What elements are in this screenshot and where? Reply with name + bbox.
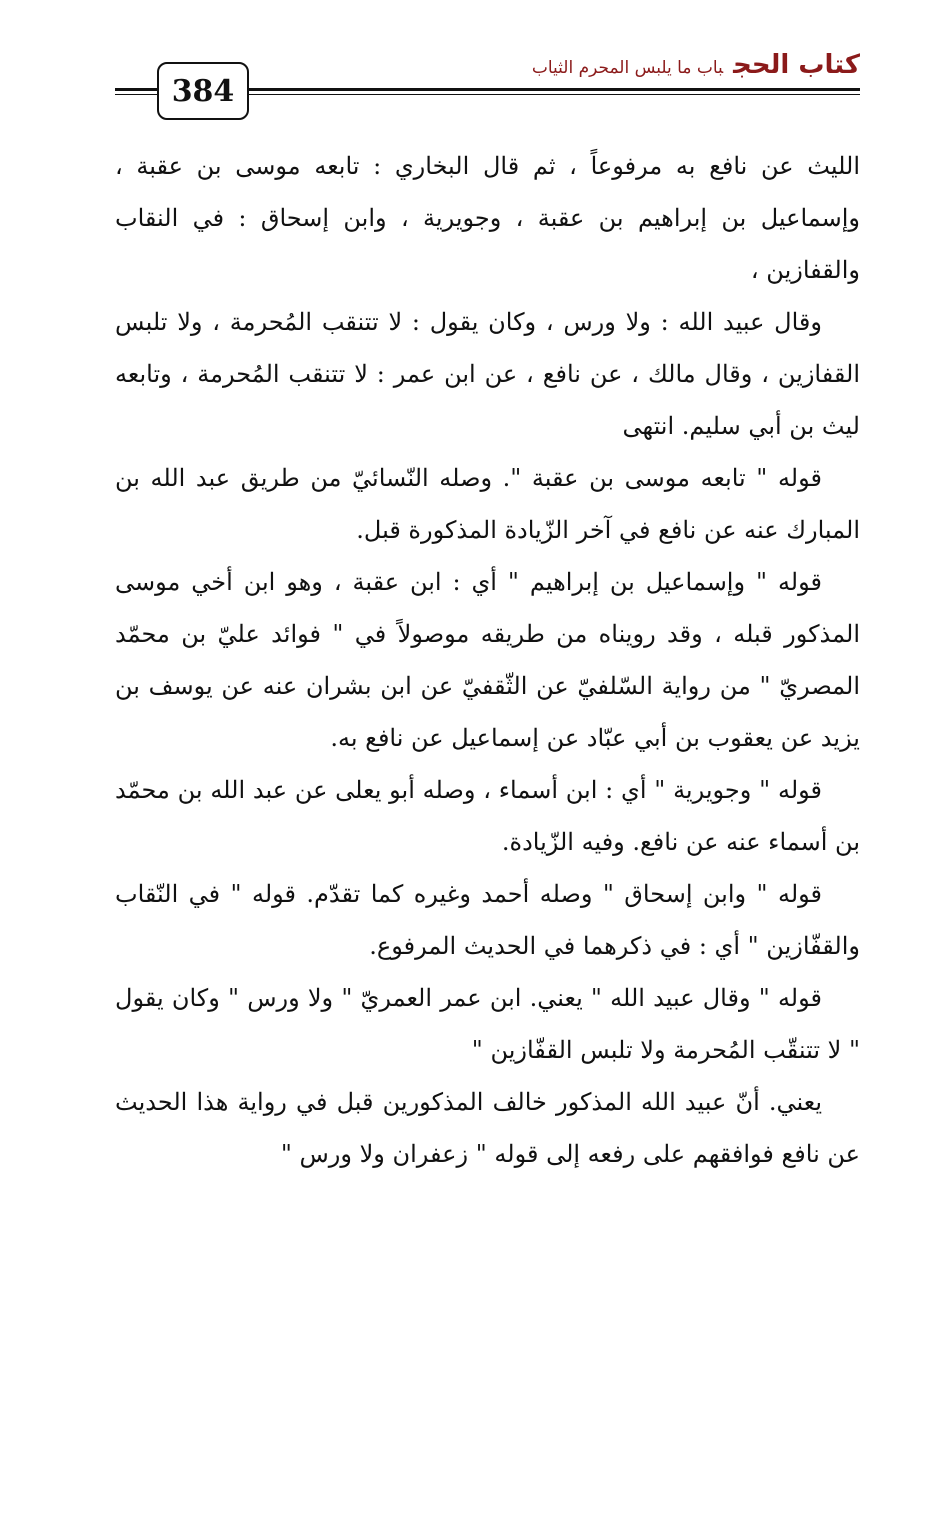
header-rule [245, 88, 860, 91]
paragraph: قوله " وجويرية " أي : ابن أسماء ، وصله أبو يعلى عن عبد الله بن محمّد بن أسماء عنه عن نافع. وفيه الزّيادة. [115, 776, 860, 856]
page-number: 384 [157, 62, 249, 120]
paragraph: الليث عن نافع به مرفوعاً ، ثم قال البخاري : تابعه موسى بن عقبة ، وإسماعيل بن إبراهيم بن عقبة ، وجويرية ، وابن إسحاق : في النقاب والقفازين ، [115, 152, 860, 284]
paragraph: يعني. أنّ عبيد الله المذكور خالف المذكورين قبل في رواية هذا الحديث عن نافع فوافقهم على رفعه إلى قوله " زعفران ولا ورس " [115, 1088, 860, 1168]
body-text [115, 140, 860, 1180]
paragraph: قوله " وقال عبيد الله " يعني. ابن عمر العمريّ " ولا ورس " وكان يقول " لا تتنقّب المُحرمة ولا تلبس القفّازين " [115, 984, 860, 1064]
paragraph: وقال عبيد الله : ولا ورس ، وكان يقول : لا تتنقب المُحرمة ، ولا تلبس القفازين ، وقال مالك ، عن نافع ، عن ابن عمر : لا تتنقب المُحرمة ، وتابعه ليث بن أبي سليم. انتهى [115, 308, 860, 440]
paragraph: قوله " تابعه موسى بن عقبة ". وصله النّسائيّ من طريق عبد الله بن المبارك عنه عن نافع في آخر الزّيادة المذكورة قبل. [115, 464, 860, 544]
header-rule [115, 88, 157, 91]
paragraph: قوله " وإسماعيل بن إبراهيم " أي : ابن عقبة ، وهو ابن أخي موسى المذكور قبله ، وقد رويناه من طريقه موصولاً في " فوائد عليّ بن محمّد المصريّ " من رواية السّلفيّ عن الثّقفيّ عن ابن بشران عنه عن يوسف بن يزيد عن يعقوب بن أبي عبّاد عن إسماعيل عن نافع به. [115, 568, 860, 752]
header-rule [245, 94, 860, 95]
book-title: كتاب الحج [733, 50, 860, 80]
header-rule [115, 94, 157, 95]
running-title [532, 50, 860, 80]
chapter-title: باب ما يلبس المحرم الثياب [531, 58, 724, 78]
paragraph: قوله " وابن إسحاق " وصله أحمد وغيره كما تقدّم. قوله " في النّقاب والقفّازين " أي : في ذكرهما في الحديث المرفوع. [115, 880, 860, 960]
page-header [0, 0, 945, 130]
